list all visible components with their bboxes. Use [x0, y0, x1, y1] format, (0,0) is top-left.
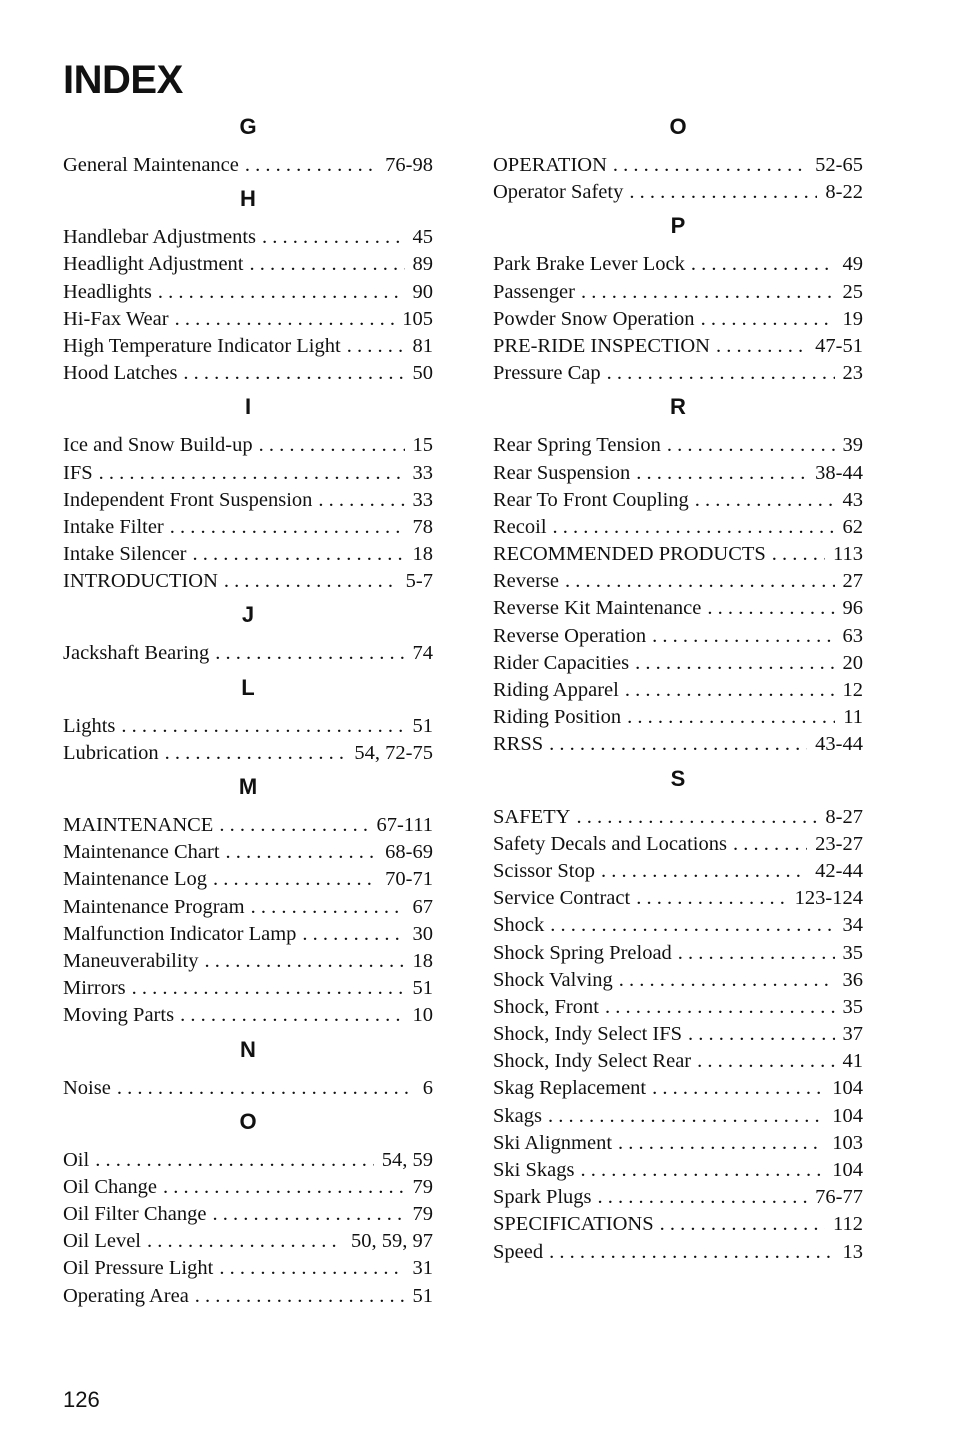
entry-term: Shock Valving — [493, 968, 613, 991]
entry-page: 81 — [412, 334, 433, 357]
index-entry — [63, 1255, 433, 1282]
dot-leader — [226, 839, 378, 866]
index-entry — [63, 1201, 433, 1228]
index-entry — [493, 994, 863, 1021]
dot-leader — [701, 306, 835, 333]
entry-term: Shock Spring Preload — [493, 941, 672, 964]
index-entry — [493, 568, 863, 595]
entry-term: Noise — [63, 1076, 111, 1099]
entry-page: 103 — [832, 1131, 863, 1154]
entry-page: 51 — [412, 714, 433, 737]
index-entry — [63, 975, 433, 1002]
index-entry — [63, 306, 433, 333]
index-entry — [63, 866, 433, 893]
entry-page: 67 — [412, 895, 433, 918]
entry-term: Intake Filter — [63, 515, 164, 538]
index-entry — [493, 541, 863, 568]
entry-page: 67-111 — [376, 814, 433, 836]
entry-page: 96 — [842, 597, 863, 620]
dot-leader — [548, 1103, 824, 1130]
entry-page: 11 — [843, 706, 863, 729]
section-letter: H — [240, 186, 256, 212]
index-entry — [493, 1239, 863, 1266]
entry-term: Headlight Adjustment — [63, 253, 244, 276]
entry-term: Reverse Operation — [493, 624, 647, 647]
entry-term: Safety Decals and Locations — [493, 832, 727, 855]
dot-leader — [302, 921, 404, 948]
entry-term: SPECIFICATIONS — [493, 1213, 654, 1236]
dot-leader — [601, 858, 807, 885]
entry-page: 23-27 — [815, 832, 863, 855]
index-entry — [493, 650, 863, 677]
index-section — [63, 773, 433, 1030]
entry-page: 76-98 — [385, 154, 433, 176]
index-section — [63, 601, 433, 667]
index-entry — [493, 940, 863, 967]
page-number: 126 — [63, 1387, 100, 1412]
index-entry — [63, 487, 433, 514]
entry-page: 8-27 — [825, 805, 863, 828]
dot-leader — [132, 975, 405, 1002]
entry-page: 54, 59 — [381, 1148, 433, 1171]
dot-leader — [250, 251, 405, 278]
index-entry — [493, 623, 863, 650]
entry-term: MAINTENANCE — [63, 814, 214, 836]
entry-term: Pressure Cap — [493, 362, 601, 385]
entry-page: 47-51 — [815, 334, 863, 357]
entry-page: 38-44 — [815, 461, 863, 484]
dot-leader — [625, 677, 835, 704]
dot-leader — [550, 912, 834, 939]
entry-term: Oil — [63, 1148, 90, 1171]
entry-term: Intake Silencer — [63, 543, 187, 566]
dot-leader — [580, 1157, 824, 1184]
dot-leader — [204, 948, 404, 975]
entry-page: 50, 59, 97 — [351, 1230, 433, 1253]
section-letter: O — [239, 1108, 257, 1134]
entry-term: Moving Parts — [63, 1004, 175, 1027]
index-entry — [63, 279, 433, 306]
section-letter: G — [239, 114, 257, 139]
index-entry — [63, 740, 433, 767]
entry-term: OPERATION — [493, 154, 607, 176]
entry-page: 63 — [842, 624, 863, 647]
dot-leader — [158, 279, 405, 306]
entry-term: Rider Capacities — [493, 651, 630, 674]
index-entry — [493, 1184, 863, 1211]
dot-leader — [193, 541, 405, 568]
index-entry — [493, 333, 863, 360]
entry-term: Hi-Fax Wear — [63, 307, 169, 330]
entry-page: 52-65 — [815, 154, 863, 176]
entry-page: 76-77 — [815, 1186, 863, 1209]
index-entry — [493, 514, 863, 541]
dot-leader — [175, 306, 395, 333]
entry-page: 6 — [422, 1076, 433, 1099]
entry-page: 18 — [412, 543, 433, 566]
dot-leader — [95, 1147, 374, 1174]
index-entry — [493, 1075, 863, 1102]
page-title: INDEX — [63, 58, 183, 102]
index-entry — [493, 1157, 863, 1184]
entry-term: Park Brake Lever Lock — [493, 253, 685, 276]
entry-page: 20 — [842, 651, 863, 674]
dot-leader — [636, 885, 786, 912]
entry-page: 37 — [842, 1023, 863, 1046]
index-section — [63, 674, 433, 767]
entry-term: High Temperature Indicator Light — [63, 334, 341, 357]
index-column-right — [493, 110, 863, 1266]
index-entry — [493, 677, 863, 704]
index-entry — [493, 251, 863, 278]
entry-term: Ski Alignment — [493, 1131, 613, 1154]
entry-term: PRE-RIDE INSPECTION — [493, 334, 710, 357]
dot-leader — [598, 1184, 808, 1211]
index-entry — [493, 804, 863, 831]
dot-leader — [180, 1002, 404, 1029]
index-section — [63, 1108, 433, 1310]
entry-page: 70-71 — [385, 868, 433, 891]
dot-leader — [117, 1075, 415, 1102]
dot-leader — [667, 432, 835, 459]
index-entry — [63, 921, 433, 948]
index-entry — [63, 224, 433, 251]
index-section — [63, 113, 433, 179]
index-section — [493, 765, 863, 1266]
entry-page: 104 — [832, 1104, 863, 1127]
index-entry — [493, 912, 863, 939]
entry-term: RECOMMENDED PRODUCTS — [493, 543, 766, 566]
entry-page: 5-7 — [405, 570, 433, 593]
dot-leader — [733, 831, 807, 858]
entry-term: Maneuverability — [63, 949, 199, 972]
entry-term: Oil Level — [63, 1230, 141, 1253]
index-entry — [63, 1002, 433, 1029]
entry-term: Headlights — [63, 280, 152, 303]
dot-leader — [688, 1021, 834, 1048]
dot-leader — [251, 894, 405, 921]
entry-term: Handlebar Adjustments — [63, 226, 257, 249]
entry-page: 104 — [832, 1159, 863, 1181]
index-entry — [493, 858, 863, 885]
entry-term: Oil Pressure Light — [63, 1257, 214, 1280]
dot-leader — [183, 360, 404, 387]
index-entry — [63, 460, 433, 487]
entry-term: Independent Front Suspension — [63, 488, 313, 511]
entry-term: Ski Skags — [493, 1159, 575, 1181]
index-entry — [493, 704, 863, 731]
index-entry — [493, 279, 863, 306]
index-entry — [493, 967, 863, 994]
entry-term: Rear To Front Coupling — [493, 488, 689, 511]
entry-term: Malfunction Indicator Lamp — [63, 922, 297, 945]
dot-leader — [215, 640, 404, 667]
entry-term: Oil Filter Change — [63, 1203, 207, 1226]
entry-term: Mirrors — [63, 977, 126, 1000]
index-entry — [493, 1211, 863, 1238]
index-entry — [63, 432, 433, 459]
entry-term: Riding Position — [493, 706, 622, 729]
entry-page: 39 — [842, 434, 863, 457]
dot-leader — [695, 487, 835, 514]
index-entry — [63, 1075, 433, 1102]
section-letter: P — [670, 213, 686, 239]
entry-page: 50 — [412, 362, 433, 385]
entry-page: 113 — [833, 543, 863, 566]
entry-term: Reverse Kit Maintenance — [493, 597, 702, 620]
dot-leader — [212, 1201, 404, 1228]
entry-page: 18 — [412, 949, 433, 972]
entry-term: Rear Suspension — [493, 461, 631, 484]
dot-leader — [224, 568, 398, 595]
dot-leader — [121, 713, 404, 740]
section-letter: L — [241, 674, 255, 700]
dot-leader — [636, 460, 807, 487]
index-column-left — [63, 110, 433, 1310]
entry-term: Recoil — [493, 515, 547, 538]
dot-leader — [613, 152, 807, 179]
dot-leader — [618, 1130, 824, 1157]
entry-page: 79 — [412, 1175, 433, 1198]
index-entry — [63, 541, 433, 568]
index-entry — [493, 487, 863, 514]
entry-page: 31 — [412, 1257, 433, 1280]
entry-page: 41 — [842, 1050, 863, 1073]
index-entry — [493, 360, 863, 387]
entry-term: Passenger — [493, 280, 575, 303]
entry-term: Maintenance Program — [63, 895, 245, 918]
entry-page: 8-22 — [825, 181, 863, 204]
dot-leader — [170, 514, 405, 541]
entry-term: Speed — [493, 1240, 544, 1263]
dot-leader — [652, 623, 834, 650]
entry-term: Hood Latches — [63, 362, 178, 385]
entry-term: Ice and Snow Build-up — [63, 434, 253, 457]
index-entry — [493, 1021, 863, 1048]
entry-term: SAFETY — [493, 805, 571, 828]
index-entry — [493, 1103, 863, 1130]
dot-leader — [259, 432, 405, 459]
index-section — [63, 185, 433, 387]
index-section — [63, 1036, 433, 1102]
entry-page: 35 — [842, 995, 863, 1018]
index-entry — [493, 1130, 863, 1157]
dot-leader — [219, 1255, 404, 1282]
entry-page: 78 — [412, 515, 433, 538]
section-letter: R — [670, 394, 686, 420]
dot-leader — [195, 1283, 405, 1310]
entry-page: 90 — [412, 280, 433, 303]
entry-page: 68-69 — [385, 841, 433, 864]
entry-term: Oil Change — [63, 1175, 157, 1198]
entry-term: Rear Spring Tension — [493, 434, 661, 457]
entry-page: 34 — [842, 914, 863, 937]
dot-leader — [678, 940, 835, 967]
entry-page: 23 — [842, 362, 863, 385]
entry-page: 51 — [412, 977, 433, 1000]
index-entry — [63, 894, 433, 921]
dot-leader — [629, 179, 817, 206]
entry-page: 123-124 — [794, 887, 863, 910]
index-entry — [63, 713, 433, 740]
entry-page: 104 — [832, 1077, 863, 1100]
index-entry — [63, 839, 433, 866]
entry-term: Maintenance Log — [63, 868, 208, 891]
dot-leader — [165, 740, 347, 767]
index-entry — [63, 948, 433, 975]
index-entry — [493, 595, 863, 622]
dot-leader — [619, 967, 835, 994]
dot-leader — [549, 731, 807, 758]
dot-leader — [549, 1239, 834, 1266]
entry-page: 43-44 — [815, 733, 863, 756]
index-entry — [63, 1228, 433, 1255]
dot-leader — [605, 994, 835, 1021]
dot-leader — [716, 333, 807, 360]
section-letter: M — [238, 774, 258, 799]
entry-term: Shock — [493, 914, 545, 937]
entry-page: 89 — [412, 253, 433, 276]
entry-term: General Maintenance — [63, 154, 239, 176]
section-letter: N — [240, 1036, 256, 1062]
dot-leader — [607, 360, 835, 387]
entry-term: Reverse — [493, 570, 560, 593]
index-entry — [63, 360, 433, 387]
index-section — [493, 393, 863, 758]
entry-page: 36 — [842, 968, 863, 991]
dot-leader — [635, 650, 834, 677]
index-entry — [63, 1174, 433, 1201]
entry-page: 27 — [842, 570, 863, 593]
entry-page: 49 — [842, 253, 863, 276]
section-letter: S — [670, 765, 686, 791]
entry-page: 45 — [412, 226, 433, 249]
entry-term: Operator Safety — [493, 181, 624, 204]
index-entry — [63, 251, 433, 278]
entry-page: 112 — [833, 1213, 863, 1236]
dot-leader — [213, 866, 377, 893]
index-entry — [493, 152, 863, 179]
section-letter: I — [244, 394, 252, 420]
dot-leader — [697, 1048, 834, 1075]
dot-leader — [576, 804, 817, 831]
index-section — [493, 212, 863, 387]
dot-leader — [347, 333, 405, 360]
dot-leader — [219, 812, 368, 839]
entry-term: Service Contract — [493, 887, 631, 910]
section-letter: J — [241, 602, 255, 628]
entry-term: Shock, Indy Select IFS — [493, 1023, 683, 1046]
index-section — [493, 113, 863, 206]
index-entry — [493, 831, 863, 858]
index-entry — [63, 152, 433, 179]
index-entry — [63, 1283, 433, 1310]
entry-page: 33 — [412, 488, 433, 511]
entry-page: 79 — [412, 1203, 433, 1226]
dot-leader — [565, 568, 834, 595]
dot-leader — [318, 487, 404, 514]
section-letter: O — [669, 114, 687, 139]
entry-page: 105 — [402, 307, 433, 330]
dot-leader — [245, 152, 377, 179]
entry-page: 15 — [412, 434, 433, 457]
entry-page: 13 — [842, 1240, 863, 1263]
dot-leader — [581, 279, 835, 306]
index-entry — [493, 179, 863, 206]
index-entry — [493, 460, 863, 487]
entry-page: 10 — [412, 1004, 433, 1027]
entry-page: 62 — [842, 515, 863, 538]
entry-term: Powder Snow Operation — [493, 307, 695, 330]
dot-leader — [262, 224, 404, 251]
entry-page: 35 — [842, 941, 863, 964]
entry-page: 33 — [412, 461, 433, 484]
entry-term: Maintenance Chart — [63, 841, 220, 864]
entry-page: 25 — [842, 280, 863, 303]
entry-term: Riding Apparel — [493, 679, 619, 701]
entry-page: 30 — [412, 922, 433, 945]
entry-term: Skag Replacement — [493, 1077, 647, 1100]
index-entry — [493, 885, 863, 912]
dot-leader — [652, 1075, 824, 1102]
entry-page: 54, 72-75 — [354, 741, 433, 764]
index-entry — [63, 514, 433, 541]
entry-page: 51 — [412, 1284, 433, 1307]
entry-term: Scissor Stop — [493, 859, 595, 882]
entry-term: Shock, Indy Select Rear — [493, 1050, 692, 1073]
dot-leader — [553, 514, 835, 541]
entry-term: INTRODUCTION — [63, 570, 218, 593]
entry-page: 42-44 — [815, 859, 863, 882]
index-entry — [63, 812, 433, 839]
index-entry — [63, 1147, 433, 1174]
dot-leader — [707, 595, 834, 622]
entry-page: 19 — [842, 307, 863, 330]
entry-term: IFS — [63, 461, 93, 484]
entry-term: Operating Area — [63, 1284, 189, 1307]
dot-leader — [99, 460, 405, 487]
index-entry — [493, 731, 863, 758]
dot-leader — [163, 1174, 405, 1201]
entry-page: 74 — [412, 642, 433, 665]
entry-term: Shock, Front — [493, 995, 599, 1018]
index-entry — [493, 306, 863, 333]
entry-page: 12 — [842, 679, 863, 701]
entry-term: Skags — [493, 1104, 542, 1127]
index-section — [63, 393, 433, 595]
index-entry — [63, 640, 433, 667]
dot-leader — [627, 704, 835, 731]
index-entry — [493, 1048, 863, 1075]
entry-term: Spark Plugs — [493, 1186, 592, 1209]
entry-term: Lights — [63, 714, 116, 737]
dot-leader — [691, 251, 835, 278]
entry-page: 43 — [842, 488, 863, 511]
dot-leader — [147, 1228, 343, 1255]
entry-term: Jackshaft Bearing — [63, 642, 210, 665]
index-entry — [63, 333, 433, 360]
dot-leader — [660, 1211, 825, 1238]
entry-term: Lubrication — [63, 741, 159, 764]
index-entry — [493, 432, 863, 459]
index-entry — [63, 568, 433, 595]
entry-term: RRSS — [493, 733, 544, 756]
dot-leader — [772, 541, 825, 568]
